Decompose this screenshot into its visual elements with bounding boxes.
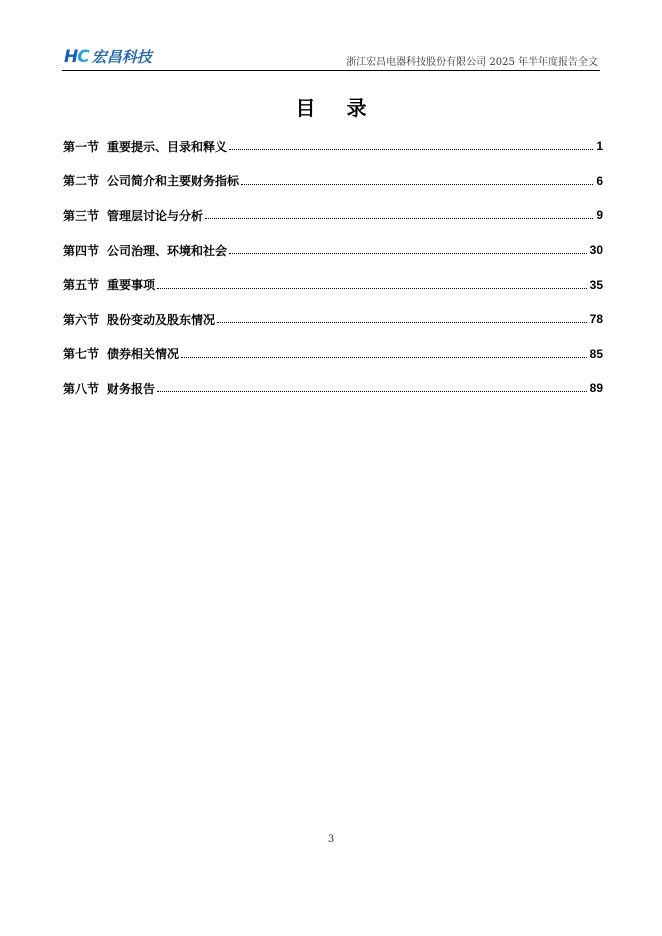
toc-entry-3[interactable] [63, 198, 603, 233]
toc-leader-dots [157, 390, 587, 392]
toc-leader-dots [229, 252, 587, 254]
toc-entry-label [63, 380, 155, 397]
table-of-contents [63, 129, 603, 406]
page-number: 3 [327, 834, 335, 845]
toc-entry-label [63, 242, 227, 259]
toc-section-title: 公司简介和主要财务指标 [107, 174, 240, 189]
toc-entry-4[interactable] [63, 233, 603, 268]
logo-mark-h: H [64, 47, 78, 67]
toc-page-number: 6 [596, 173, 603, 188]
toc-section-title: 债券相关情况 [107, 347, 180, 362]
toc-page-number: 85 [589, 346, 603, 361]
toc-section-title: 公司治理、环境和社会 [107, 243, 228, 258]
toc-entry-label [63, 276, 155, 293]
toc-entry-8[interactable] [63, 371, 603, 406]
toc-section-title: 管理层讨论与分析 [107, 208, 204, 223]
toc-entry-label [63, 138, 227, 155]
toc-section: 第五节 [63, 278, 100, 293]
toc-section: 第七节 [63, 347, 100, 362]
logo-mark-c: C [77, 47, 89, 67]
toc-section-title: 股份变动及股东情况 [107, 312, 216, 327]
toc-entry-6[interactable] [63, 302, 603, 337]
toc-page-number: 9 [596, 208, 603, 223]
toc-page-number: 89 [589, 381, 603, 396]
toc-leader-dots [157, 287, 587, 289]
toc-title: 目 录 [295, 96, 379, 120]
toc-leader-dots [217, 321, 587, 323]
toc-section: 第八节 [63, 381, 100, 396]
logo-mark [64, 47, 89, 67]
toc-leader-dots [205, 217, 593, 219]
toc-section-title: 重要提示、目录和释义 [107, 139, 228, 154]
company-logo [64, 47, 152, 67]
toc-section: 第三节 [63, 208, 100, 223]
page-header [62, 44, 600, 71]
toc-entry-2[interactable] [63, 164, 603, 199]
logo-text: 宏昌科技 [91, 48, 152, 66]
toc-page-number: 78 [589, 312, 603, 327]
toc-entry-7[interactable] [63, 337, 603, 372]
document-title: 浙江宏昌电器科技股份有限公司 2025 年半年度报告全文 [346, 57, 598, 68]
toc-section-title: 财务报告 [107, 381, 156, 396]
toc-section: 第四节 [63, 243, 100, 258]
toc-leader-dots [229, 148, 593, 150]
toc-section-title: 重要事项 [107, 278, 156, 293]
toc-page-number: 1 [596, 139, 603, 154]
toc-entry-label [63, 311, 215, 328]
toc-entry-label [63, 172, 239, 189]
toc-section: 第二节 [63, 174, 100, 189]
toc-page-number: 35 [589, 277, 603, 292]
toc-section: 第六节 [63, 312, 100, 327]
toc-section: 第一节 [63, 139, 100, 154]
toc-entry-1[interactable] [63, 129, 603, 164]
toc-page-number: 30 [589, 243, 603, 258]
toc-entry-label [63, 345, 179, 362]
toc-leader-dots [241, 183, 593, 185]
toc-leader-dots [181, 356, 587, 358]
toc-entry-5[interactable] [63, 267, 603, 302]
toc-entry-label [63, 207, 203, 224]
